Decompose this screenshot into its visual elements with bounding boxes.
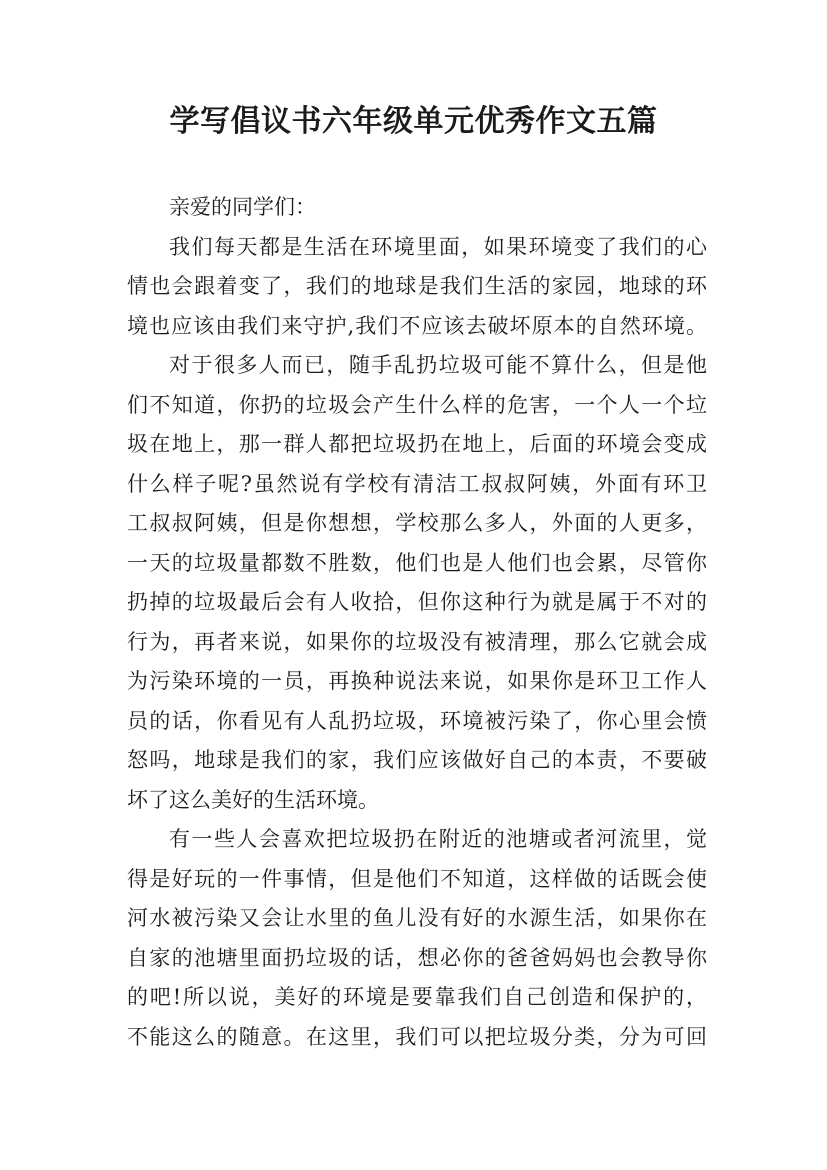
text-line: 圾在地上，那一群人都把垃圾扔在地上，后面的环境会变成 — [127, 432, 707, 456]
text-line: 情也会跟着变了，我们的地球是我们生活的家园，地球的环 — [127, 274, 707, 298]
text-line: 我们每天都是生活在环境里面，如果环境变了我们的心 — [169, 234, 707, 259]
text-line: 有一些人会喜欢把垃圾扔在附近的池塘或者河流里，觉 — [169, 827, 707, 851]
text-line: 员的话，你看见有人乱扔垃圾，环境被污染了，你心里会愤 — [127, 708, 707, 733]
text-line: 河水被污染又会让水里的鱼儿没有好的水源生活，如果你在 — [127, 906, 707, 930]
text-line: 不能这么的随意。在这里，我们可以把垃圾分类，分为可回 — [127, 1024, 707, 1049]
text-line: 扔掉的垃圾最后会有人收拾，但你这种行为就是属于不对的 — [127, 590, 707, 614]
document-body — [127, 188, 707, 1057]
text-line: 工叔叔阿姨，但是你想想，学校那么多人，外面的人更多， — [127, 511, 707, 535]
text-line: 的吧!所以说，美好的环境是要靠我们自己创造和保护的， — [127, 985, 707, 1009]
text-line: 一天的垃圾量都数不胜数，他们也是人他们也会累，尽管你 — [127, 550, 707, 575]
text-line: 得是好玩的一件事情，但是他们不知道，这样做的话既会使 — [127, 866, 707, 891]
text-line: 为污染环境的一员，再换种说法来说，如果你是环卫工作人 — [127, 669, 707, 693]
text-line: 自家的池塘里面扔垃圾的话，想必你的爸爸妈妈也会教导你 — [127, 945, 707, 970]
text-line: 怒吗，地球是我们的家，我们应该做好自己的本责，不要破 — [127, 748, 707, 772]
text-line: 什么样子呢?虽然说有学校有清洁工叔叔阿姨，外面有环卫 — [127, 471, 707, 496]
text-line: 行为，再者来说，如果你的垃圾没有被清理，那么它就会成 — [127, 629, 707, 654]
text-line: 对于很多人而已，随手乱扔垃圾可能不算什么，但是他 — [169, 353, 707, 377]
text-line: 们不知道，你扔的垃圾会产生什么样的危害，一个人一个垃 — [127, 392, 707, 417]
text-line: 境也应该由我们来守护,我们不应该去破坏原本的自然环境。 — [127, 313, 707, 338]
text-line: 坏了这么美好的生活环境。 — [127, 787, 379, 812]
document-title: 学写倡议书六年级单元优秀作文五篇 — [169, 104, 658, 139]
text-line: 亲爱的同学们： — [169, 195, 316, 219]
